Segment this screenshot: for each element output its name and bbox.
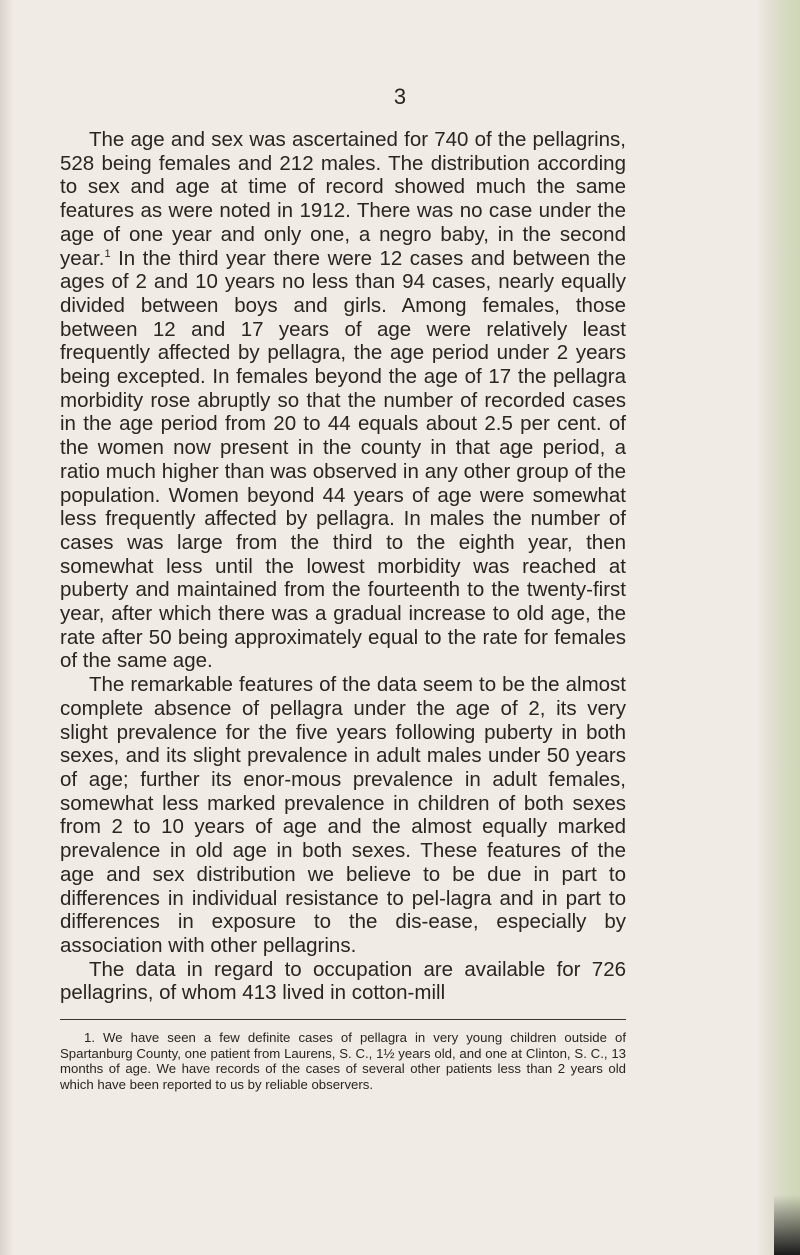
footnote-divider	[60, 1019, 626, 1020]
scan-left-edge	[0, 0, 14, 1255]
paragraph-2: The remarkable features of the data seem to be the almost complete absence of pellagra under the age of 2, its very slight prevalence for the five years following puberty in both sexes, and its slight prevalence in adult males under 50 years of age; further its enor-mous prevalence in adult females, somewhat less marked prevalence in children of both sexes from 2 to 10 years of age and the almost equally marked prevalence in old age in both sexes. These features of the age and sex distribution we believe to be due in part to differences in individual resistance to pel-lagra and in part to differences in exposure to the dis-ease, especially by association with other pellagrins.	[60, 673, 626, 957]
footnotes	[60, 1030, 626, 1092]
paragraph-1-text: The age and sex was ascertained for 740 of the pellagrins, 528 being females and 212 males. The distribution according to sex and age at time of record showed much the same features as were noted in 1912. There was no case under the age of one year and only one, a negro baby, in the second year.	[60, 128, 626, 270]
scan-corner-shadow	[774, 1195, 800, 1255]
footnote-ref: 1	[104, 247, 111, 260]
body-text	[60, 128, 626, 1005]
scan-right-edge	[756, 0, 800, 1255]
paragraph-1	[60, 128, 626, 673]
paragraph-1-text-continued: In the third year there were 12 cases and between the ages of 2 and 10 years no less than 94 cases, nearly equally divided between boys and girls. Among females, those between 12 and 17 years of age were relatively least frequently affected by pellagra, the age period under 2 years being excepted. In females beyond the age of 17 the pellagra morbidity rose abruptly so that the number of recorded cases in the age period from 20 to 44 equals about 2.5 per cent. of the women now present in the county in that age period, a ratio much higher than was observed in any other group of the population. Women beyond 44 years of age were somewhat less frequently affected by pellagra. In males the number of cases was large from the third to the eighth year, then somewhat less until the lowest morbidity was reached at puberty and maintained from the fourteenth to the twenty-first year, after which there was a gradual increase to old age, the rate after 50 being approximately equal to the rate for females of the same age.	[60, 246, 626, 673]
paragraph-3: The data in regard to occupation are available for 726 pellagrins, of whom 413 lived in cotton-mill	[60, 957, 626, 1005]
page-number: 3	[393, 84, 407, 109]
footnote-1: 1. We have seen a few definite cases of pellagra in very young children outside of Spartanburg County, one patient from Laurens, S. C., 1½ years old, and one at Clinton, S. C., 13 months of age. We have records of the cases of several other patients less than 2 years old which have been reported to us by reliable observers.	[60, 1030, 626, 1092]
